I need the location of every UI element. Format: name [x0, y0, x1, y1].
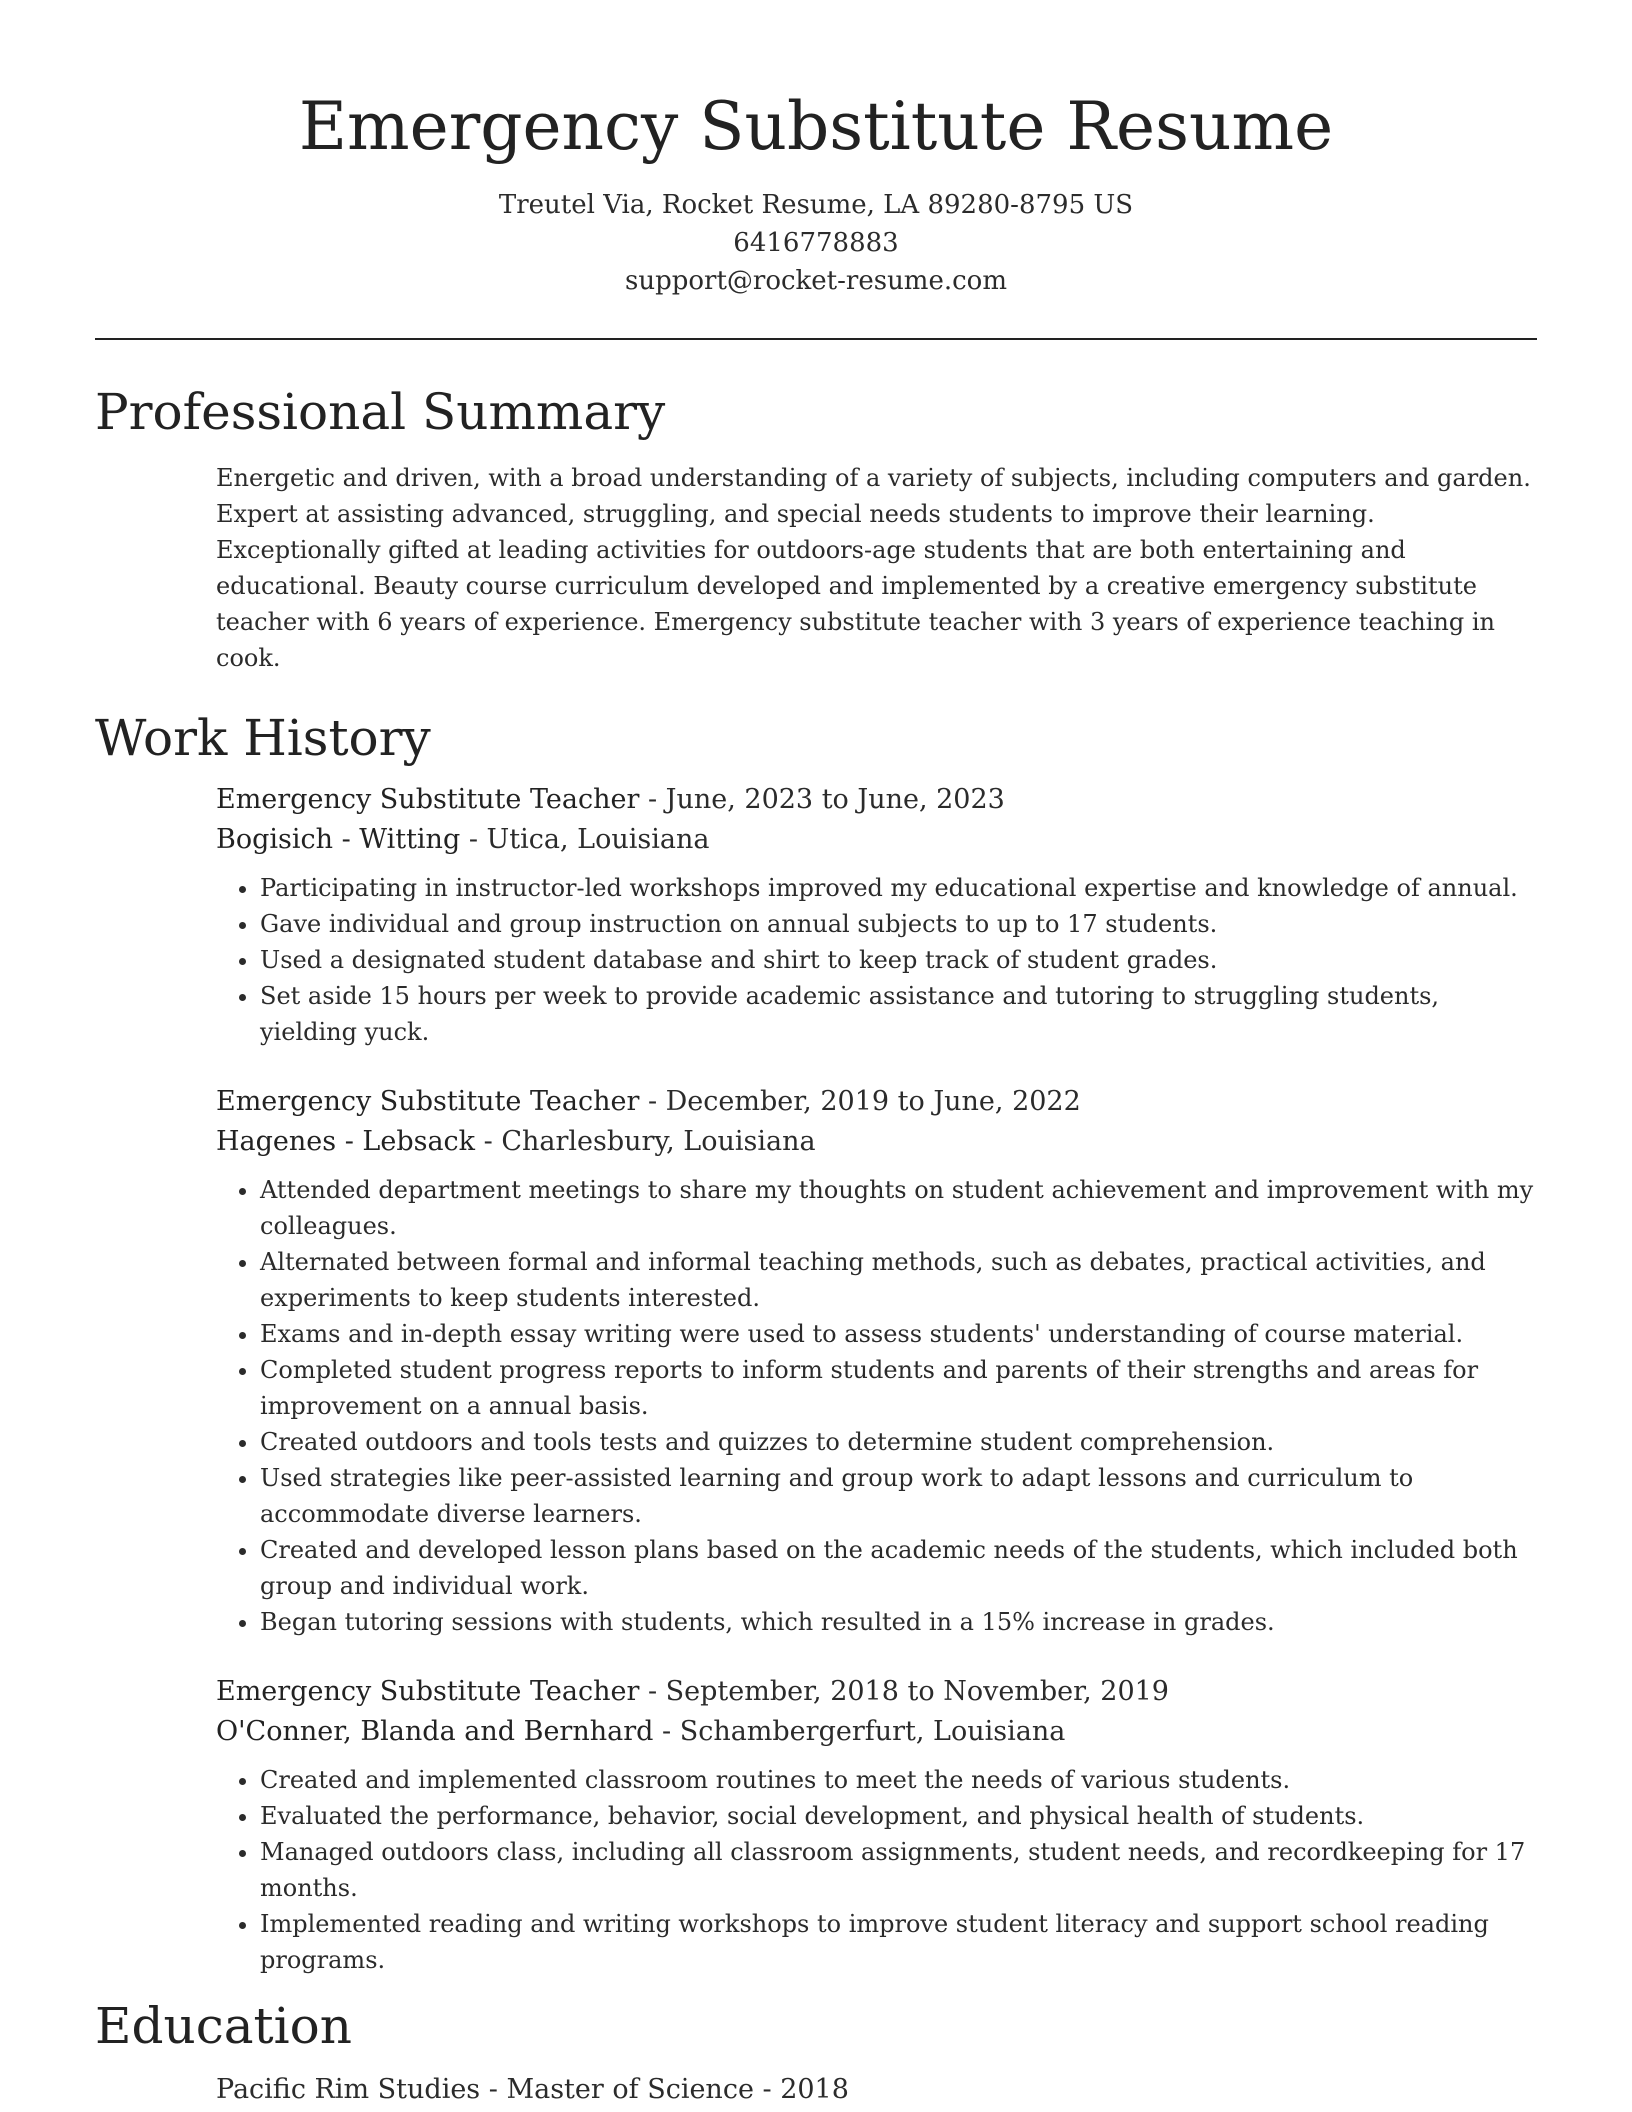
- list-item: • Began tutoring sessions with students, which resulted in a 15% increase in grades.: [260, 1604, 1537, 1640]
- job-entry: [216, 780, 1537, 1050]
- list-item: • Managed outdoors class, including all classroom assignments, student needs, and recordkeeping for 17 months.: [260, 1834, 1537, 1906]
- job-title-line: [216, 1082, 1537, 1122]
- job-entry: [216, 1672, 1537, 1978]
- address: Treutel Via, Rocket Resume, LA 89280-8795 US: [498, 190, 1134, 220]
- job-role: Emergency Substitute Teacher: [216, 1086, 640, 1117]
- job-bullets: [216, 1172, 1537, 1640]
- education-heading: Education: [95, 1997, 352, 2055]
- resume-title: Emergency Substitute Resume: [298, 88, 1334, 165]
- summary-text: Energetic and driven, with a broad understanding of a variety of subjects, including computers and garden. Expert at assisting advanced, struggling, and special needs students to improve their learning. Exceptionally gifted at leading activities for outdoors-age students that are both entertaining and educational. Beauty course curriculum developed and implemented by a creative emergency substitute teacher with 6 years of experience. Emergency substitute teacher with 3 years of experience teaching in cook.: [216, 464, 1531, 672]
- list-item: • Used strategies like peer-assisted learning and group work to adapt lessons and curriculum to accommodate diverse learners.: [260, 1460, 1537, 1532]
- job-company-line: [216, 820, 1537, 860]
- list-item: • Alternated between formal and informal teaching methods, such as debates, practical activities, and experiments to keep students interested.: [260, 1244, 1537, 1316]
- job-company: Hagenes - Lebsack: [216, 1126, 476, 1157]
- job-bullets: [216, 1762, 1537, 1978]
- job-dates: - June, 2023 to June, 2023: [639, 784, 1005, 815]
- job-location: - Schambergerfurt, Louisiana: [653, 1716, 1066, 1747]
- summary-heading: Professional Summary: [95, 383, 666, 441]
- list-item: • Set aside 15 hours per week to provide academic assistance and tutoring to struggling students, yielding yuck.: [260, 978, 1537, 1050]
- job-company: Bogisich - Witting: [216, 824, 461, 855]
- resume-header: [95, 0, 1537, 300]
- header-divider: [95, 338, 1537, 340]
- contact-info: [95, 186, 1537, 300]
- resume-page: [95, 0, 1537, 2110]
- list-item: • Created and developed lesson plans based on the academic needs of the students, which included both group and individual work.: [260, 1532, 1537, 1604]
- job-title-line: [216, 780, 1537, 820]
- job-company-line: [216, 1122, 1537, 1162]
- list-item: • Participating in instructor-led workshops improved my educational expertise and knowledge of annual.: [260, 870, 1537, 906]
- education-entry: Pacific Rim Studies - Master of Science - 2018: [216, 2074, 849, 2105]
- list-item: • Created outdoors and tools tests and quizzes to determine student comprehension.: [260, 1424, 1537, 1460]
- phone: 6416778883: [733, 228, 899, 258]
- list-item: • Attended department meetings to share my thoughts on student achievement and improvement with my colleagues.: [260, 1172, 1537, 1244]
- list-item: • Created and implemented classroom routines to meet the needs of various students.: [260, 1762, 1537, 1798]
- job-company-line: [216, 1712, 1537, 1752]
- job-entry: [216, 1082, 1537, 1640]
- job-title-line: [216, 1672, 1537, 1712]
- email: support@rocket-resume.com: [624, 266, 1007, 296]
- job-role: Emergency Substitute Teacher: [216, 784, 640, 815]
- list-item: • Evaluated the performance, behavior, social development, and physical health of students.: [260, 1798, 1537, 1834]
- job-location: - Utica, Louisiana: [460, 824, 710, 855]
- job-location: - Charlesbury, Louisiana: [475, 1126, 816, 1157]
- work-history-heading: Work History: [95, 709, 431, 767]
- job-dates: - December, 2019 to June, 2022: [639, 1086, 1081, 1117]
- list-item: • Gave individual and group instruction on annual subjects to up to 17 students.: [260, 906, 1537, 942]
- job-dates: - September, 2018 to November, 2019: [639, 1676, 1169, 1707]
- list-item: • Used a designated student database and shirt to keep track of student grades.: [260, 942, 1537, 978]
- job-company: O'Conner, Blanda and Bernhard: [216, 1716, 654, 1747]
- list-item: • Implemented reading and writing workshops to improve student literacy and support school reading programs.: [260, 1906, 1537, 1978]
- list-item: • Exams and in-depth essay writing were used to assess students' understanding of course material.: [260, 1316, 1537, 1352]
- job-bullets: [216, 870, 1537, 1050]
- list-item: • Completed student progress reports to inform students and parents of their strengths and areas for improvement on a annual basis.: [260, 1352, 1537, 1424]
- job-role: Emergency Substitute Teacher: [216, 1676, 640, 1707]
